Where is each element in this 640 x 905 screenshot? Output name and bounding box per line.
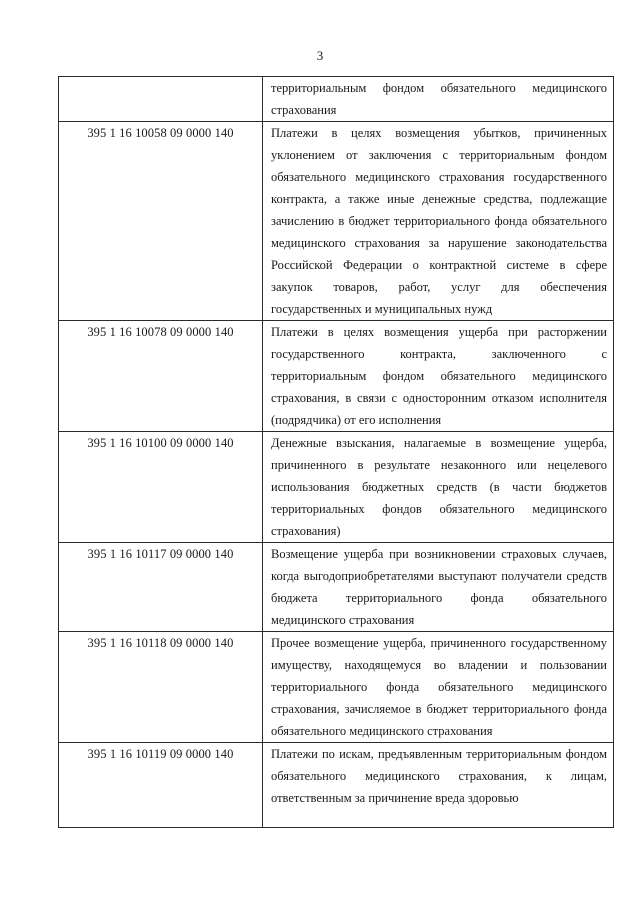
description-cell: Платежи в целях возмещения ущерба при расторжении государственного контракта, заключенного с территориальным фондом обязательного медицинского страхования, в связи с односторонним отказом исполнителя (подрядчика) от его исполнения: [263, 321, 614, 432]
code-cell: 395 1 16 10078 09 0000 140: [59, 321, 263, 432]
description-cell: территориальным фондом обязательного медицинского страхования: [263, 77, 614, 122]
code-cell: 395 1 16 10117 09 0000 140: [59, 543, 263, 632]
description-text: Платежи по искам, предъявленным территориальным фондом обязательного медицинского страхования, к лицам, ответственным за причинение вреда здоровью: [271, 747, 607, 805]
code-cell: 395 1 16 10118 09 0000 140: [59, 632, 263, 743]
code-cell: 395 1 16 10100 09 0000 140: [59, 432, 263, 543]
description-cell: Платежи в целях возмещения убытков, причиненных уклонением от заключения с территориальным фондом обязательного медицинского страхования государственного контракта, а также иные денежные средства, подлежащие зачислению в бюджет территориального фонда обязательного медицинского страхования за нарушение законодательства Российской Федерации о контрактной системе в сфере закупок товаров, работ, услуг для обеспечения государственных и муниципальных нужд: [263, 122, 614, 321]
table-row: [59, 321, 614, 432]
code-cell: [59, 743, 263, 828]
table-row: [59, 77, 614, 122]
description-cell: Возмещение ущерба при возникновении страховых случаев, когда выгодоприобретателями выступают получатели средств бюджета территориального фонда обязательного медицинского страхования: [263, 543, 614, 632]
table-row: [59, 543, 614, 632]
description-cell: [263, 743, 614, 828]
table-row: [59, 632, 614, 743]
code-cell: [59, 77, 263, 122]
description-cell: Прочее возмещение ущерба, причиненного государственному имуществу, находящемуся во владении и пользовании территориального фонда обязательного медицинского страхования, зачисляемое в бюджет территориального фонда обязательного медицинского страхования: [263, 632, 614, 743]
code-cell: 395 1 16 10058 09 0000 140: [59, 122, 263, 321]
table-row: [59, 432, 614, 543]
table-row: [59, 743, 614, 828]
table-row: [59, 122, 614, 321]
page-number: 3: [316, 48, 324, 63]
code-text: 395 1 16 10119 09 0000 140: [87, 747, 234, 761]
budget-codes-table: [58, 76, 614, 828]
description-cell: Денежные взыскания, налагаемые в возмещение ущерба, причиненного в результате незаконного или нецелевого использования бюджетных средств (в части бюджетов территориальных фондов обязательного медицинского страхования): [263, 432, 614, 543]
